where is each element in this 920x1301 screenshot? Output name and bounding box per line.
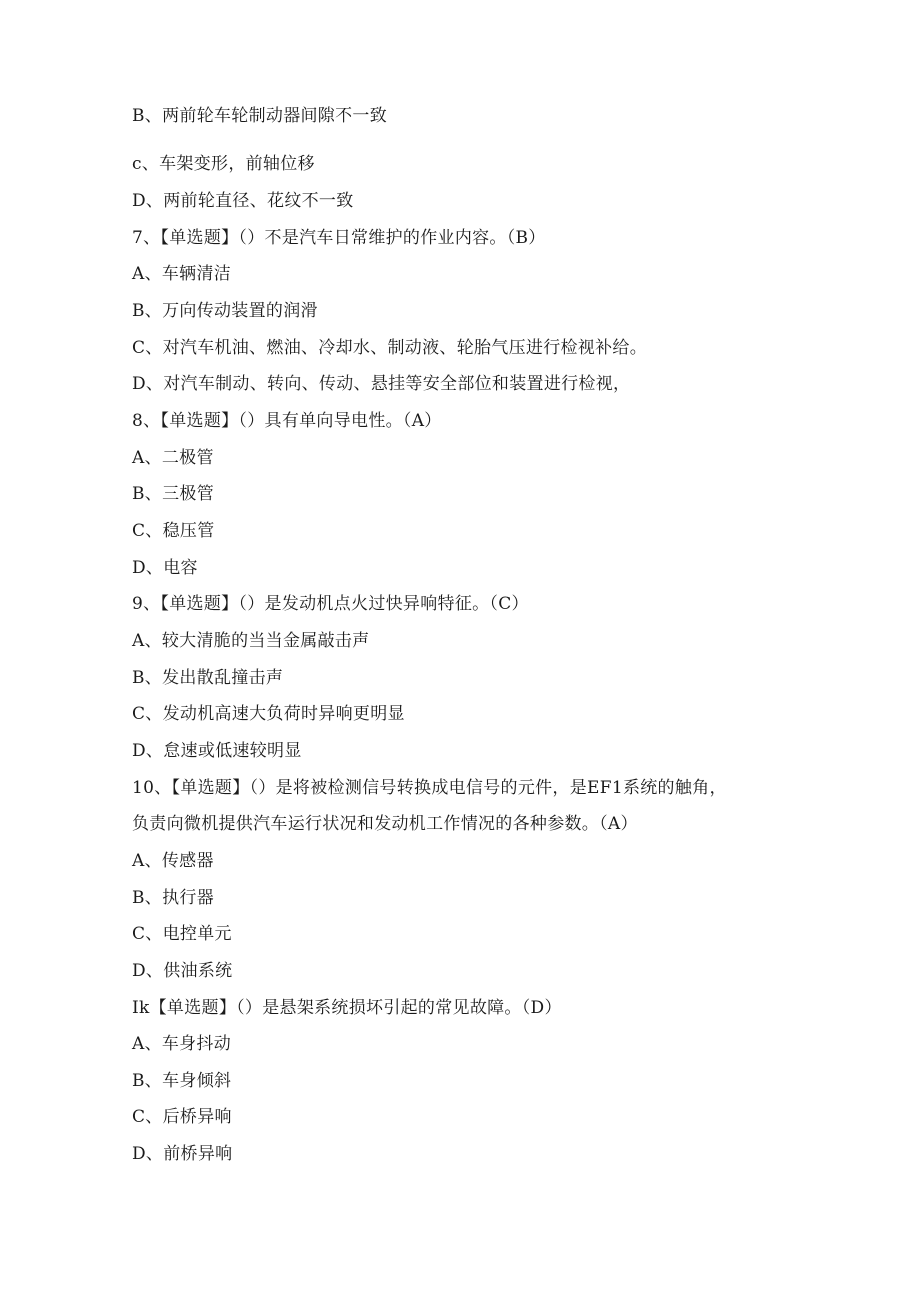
option-line: B、车身倾斜	[132, 1071, 232, 1091]
option-line: A、车辆清洁	[132, 264, 232, 284]
option-line: C、后桥异响	[132, 1107, 232, 1127]
option-line: D、电容	[132, 558, 198, 578]
option-line: D、怠速或低速较明显	[132, 741, 302, 761]
option-line: B、万向传动装置的润滑	[132, 301, 318, 321]
option-line: B、执行器	[132, 888, 214, 908]
option-line: C、发动机高速大负荷时异响更明显	[132, 704, 405, 724]
option-line: D、对汽车制动、转向、传动、悬挂等安全部位和装置进行检视，	[132, 374, 631, 394]
option-line: A、车身抖动	[132, 1034, 232, 1054]
option-line: A、二极管	[132, 448, 214, 468]
option-line: B、三极管	[132, 484, 214, 504]
option-line: A、较大清脆的当当金属敲击声	[132, 631, 370, 651]
option-line: C、对汽车机油、燃油、冷却水、制动液、轮胎气压进行检视补给。	[132, 338, 648, 358]
option-line: D、前桥异响	[132, 1144, 233, 1164]
option-line: c、车架变形，前轴位移	[132, 154, 315, 174]
question-line: Ik【单选题】（）是悬架系统损坏引起的常见故障。（D）	[132, 998, 562, 1018]
option-line: A、传感器	[132, 851, 214, 871]
option-line: B、发出散乱撞击声	[132, 668, 284, 688]
question-line: 7、【单选题】（）不是汽车日常维护的作业内容。（B）	[132, 228, 546, 248]
option-line: C、稳压管	[132, 521, 215, 541]
option-line: C、电控单元	[132, 924, 232, 944]
option-line: D、两前轮直径、花纹不一致	[132, 191, 354, 211]
option-line: D、供油系统	[132, 961, 233, 981]
option-line: B、两前轮车轮制动器间隙不一致	[132, 106, 387, 126]
question-line: 10、【单选题】（）是将被检测信号转换成电信号的元件，是EF1系统的触角，	[132, 778, 727, 798]
question-line: 8、【单选题】（）具有单向导电性。（A）	[132, 411, 442, 431]
question-line: 9、【单选题】（）是发动机点火过快异响特征。（C）	[132, 594, 529, 614]
question-line-continued: 负责向微机提供汽车运行状况和发动机工作情况的各种参数。（A）	[132, 814, 638, 834]
